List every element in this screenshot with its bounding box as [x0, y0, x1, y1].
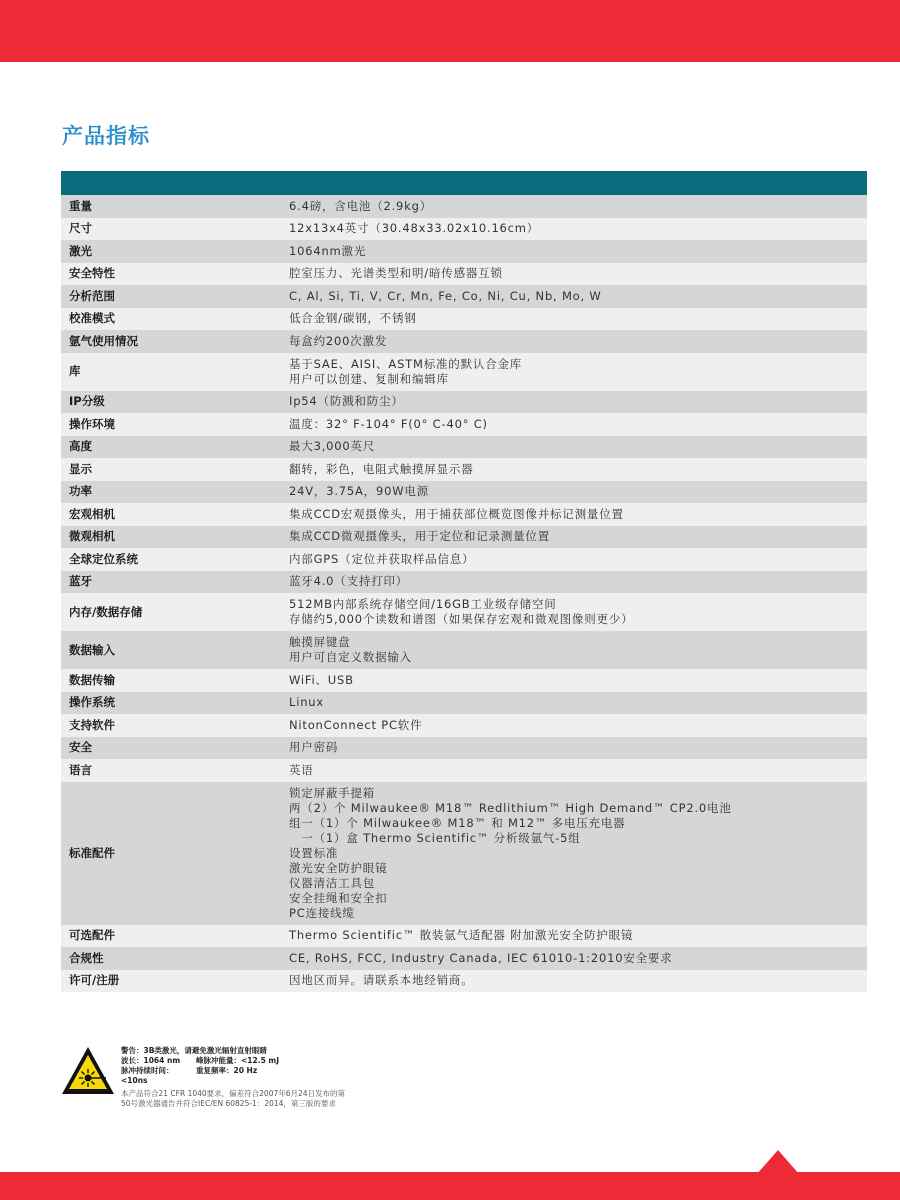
spec-value-line: Ip54（防溅和防尘）: [289, 394, 404, 409]
spec-label: 宏观相机: [69, 506, 115, 521]
spec-value: [289, 695, 867, 710]
compliance-line-2: 50号激光器通告并符合IEC/EN 60825-1：2014，第三版的要求: [121, 1099, 336, 1108]
spec-row: [61, 759, 867, 782]
spec-value: [289, 928, 867, 943]
spec-value: [289, 574, 867, 589]
spec-row: [61, 195, 867, 218]
spec-value-line: 6.4磅，含电池（2.9kg）: [289, 198, 433, 213]
spec-label: 蓝牙: [69, 574, 92, 589]
spec-label: 安全特性: [69, 266, 115, 281]
spec-rows: [61, 195, 867, 992]
spec-value-line: 激光安全防护眼镜: [289, 860, 388, 875]
wavelength: 波长：1064 nm: [121, 1056, 181, 1065]
repetition-rate: 重复频率：20 Hz: [196, 1066, 258, 1075]
spec-label: 许可/注册: [69, 973, 120, 988]
spec-row: [61, 458, 867, 481]
spec-value: [289, 357, 867, 387]
spec-value: [289, 529, 867, 544]
spec-value-line: 每盒约200次激发: [289, 333, 388, 348]
spec-value: [289, 597, 867, 627]
page-title: 产品指标: [62, 124, 150, 148]
spec-label: 操作系统: [69, 695, 115, 710]
spec-value-line: 集成CCD微观摄像头，用于定位和记录测量位置: [289, 529, 551, 544]
spec-value: [289, 289, 867, 304]
spec-row: [61, 714, 867, 737]
compliance-line-1: 本产品符合21 CFR 1040要求，偏差符合2007年6月24日发布的第: [121, 1089, 346, 1098]
spec-label: 重量: [69, 198, 92, 213]
spec-value-line: 512MB内部系统存储空间/16GB工业级存储空间: [289, 597, 557, 611]
spec-value-line: 一（1）盒 Thermo Scientific™ 分析级氩气-5组: [289, 830, 581, 845]
spec-label: IP分级: [69, 394, 105, 409]
spec-value: [289, 635, 867, 665]
spec-row: [61, 391, 867, 414]
spec-value-line: CE, RoHS, FCC, Industry Canada, IEC 61010-1:2010安全要求: [289, 950, 673, 965]
spec-label: 内存/数据存储: [69, 604, 143, 619]
spec-label: 氩气使用情况: [69, 333, 138, 348]
spec-value-line: 最大3,000英尺: [289, 439, 376, 454]
spec-value-line: 用户可以创建、复制和编辑库: [289, 371, 449, 386]
spec-label: 显示: [69, 461, 92, 476]
laser-warning-text: [121, 1046, 345, 1109]
spec-value-line: 用户密码: [289, 740, 339, 755]
spec-value-line: 触摸屏键盘: [289, 635, 351, 649]
spec-value-line: 因地区而异。请联系本地经销商。: [289, 973, 474, 988]
warning-specs-row-1: [121, 1056, 345, 1066]
pulse-energy: 峰脉冲能量：<12.5 mJ: [196, 1056, 280, 1065]
spec-label: 数据传输: [69, 672, 115, 687]
spec-value-line: 12x13x4英寸（30.48x33.02x10.16cm）: [289, 221, 540, 236]
spec-row: [61, 692, 867, 715]
spec-value: [289, 763, 867, 778]
spec-row: [61, 782, 867, 925]
spec-row: [61, 481, 867, 504]
spec-row: [61, 669, 867, 692]
spec-label: 数据输入: [69, 642, 115, 657]
spec-label: 分析范围: [69, 288, 115, 303]
spec-value-line: Linux: [289, 695, 324, 710]
spec-table: [61, 171, 867, 992]
spec-value-line: C, Al, Si, Ti, V, Cr, Mn, Fe, Co, Ni, Cu, Nb, Mo, W: [289, 288, 602, 303]
spec-value-line: 组一（1）个 Milwaukee® M18™ 和 M12™ 多电压充电器: [289, 815, 626, 830]
spec-value-line: 仪器清洁工具包: [289, 875, 376, 890]
spec-value-line: WiFi、USB: [289, 672, 354, 687]
spec-label: 标准配件: [69, 845, 115, 860]
spec-value-line: PC连接线缆: [289, 905, 355, 920]
spec-value: [289, 394, 867, 409]
spec-label: 校准模式: [69, 311, 115, 326]
spec-value-line: 翻转，彩色，电阻式触摸屏显示器: [289, 461, 474, 476]
bottom-triangle-notch: [757, 1150, 799, 1174]
spec-label: 功率: [69, 484, 92, 499]
spec-value: [289, 786, 867, 921]
spec-value-line: 基于SAE、AISI、ASTM标准的默认合金库: [289, 356, 523, 371]
spec-row: [61, 330, 867, 353]
spec-value-line: 设置标准: [289, 845, 339, 860]
spec-row: [61, 526, 867, 549]
laser-warning-icon: [60, 1045, 116, 1097]
spec-value-line: 用户可自定义数据输入: [289, 650, 412, 664]
spec-value-line: 蓝牙4.0（支持打印）: [289, 574, 409, 589]
spec-label: 微观相机: [69, 529, 115, 544]
spec-value-line: 锁定屏蔽手提箱: [289, 785, 376, 800]
spec-label: 库: [69, 364, 81, 378]
spec-label: 支持软件: [69, 717, 115, 732]
spec-value: [289, 311, 867, 326]
spec-row: [61, 263, 867, 286]
spec-label: 合规性: [69, 950, 104, 965]
spec-row: [61, 436, 867, 459]
spec-value-line: 24V，3.75A，90W电源: [289, 484, 429, 499]
spec-row: [61, 285, 867, 308]
spec-value: [289, 334, 867, 349]
spec-label: 全球定位系统: [69, 551, 138, 566]
bottom-red-banner: [0, 1172, 900, 1200]
spec-label: 可选配件: [69, 928, 115, 943]
spec-value-line: 1064nm激光: [289, 243, 367, 258]
spec-value-line: NitonConnect PC软件: [289, 717, 423, 732]
spec-row: [61, 353, 867, 391]
spec-row: [61, 571, 867, 594]
spec-value: [289, 673, 867, 688]
spec-label: 安全: [69, 740, 92, 755]
pulse-duration: 脉冲持续时间：<10ns: [121, 1066, 174, 1085]
spec-value: [289, 973, 867, 988]
spec-label: 操作环境: [69, 416, 115, 431]
spec-label: 语言: [69, 762, 92, 777]
spec-value: [289, 244, 867, 259]
spec-row: [61, 218, 867, 241]
spec-row: [61, 548, 867, 571]
spec-row: [61, 240, 867, 263]
spec-row: [61, 925, 867, 948]
spec-value-line: 腔室压力、光谱类型和明/暗传感器互锁: [289, 266, 503, 281]
spec-value-line: 集成CCD宏观摄像头，用于捕获部位概览图像并标记测量位置: [289, 506, 624, 521]
spec-row: [61, 413, 867, 436]
spec-value: [289, 951, 867, 966]
spec-value: [289, 417, 867, 432]
spec-row: [61, 631, 867, 669]
spec-value-line: Thermo Scientific™ 散装氩气适配器 附加激光安全防护眼镜: [289, 928, 634, 943]
warning-headline: 警告：3B类激光，请避免激光辐射直射眼睛: [121, 1046, 267, 1055]
laser-warning: [60, 1042, 420, 1112]
spec-label: 高度: [69, 439, 92, 454]
table-header-bar: [61, 171, 867, 195]
spec-row: [61, 308, 867, 331]
spec-row: [61, 503, 867, 526]
spec-value: [289, 221, 867, 236]
spec-value-line: 内部GPS（定位并获取样品信息）: [289, 551, 475, 566]
spec-label: 激光: [69, 243, 92, 258]
spec-row: [61, 970, 867, 993]
spec-value-line: 安全挂绳和安全扣: [289, 890, 388, 905]
spec-value: [289, 507, 867, 522]
spec-value: [289, 552, 867, 567]
spec-row: [61, 737, 867, 760]
spec-value: [289, 266, 867, 281]
spec-value-line: 两（2）个 Milwaukee® M18™ Redlithium™ High Demand™ CP2.0电池: [289, 800, 732, 815]
spec-value-line: 存储约5,000个读数和谱图（如果保存宏观和微观图像则更少）: [289, 612, 634, 626]
spec-value: [289, 718, 867, 733]
warning-specs-row-2: [121, 1066, 345, 1086]
spec-row: [61, 947, 867, 970]
spec-value-line: 低合金钢/碳钢，不锈钢: [289, 311, 417, 326]
spec-value: [289, 484, 867, 499]
spec-value: [289, 462, 867, 477]
spec-value-line: 英语: [289, 762, 314, 777]
spec-value: [289, 740, 867, 755]
spec-label: 尺寸: [69, 221, 92, 236]
spec-value: [289, 199, 867, 214]
spec-row: [61, 593, 867, 631]
spec-value: [289, 439, 867, 454]
top-red-banner: [0, 0, 900, 62]
spec-value-line: 温度：32° F-104° F(0° C-40° C): [289, 416, 488, 431]
